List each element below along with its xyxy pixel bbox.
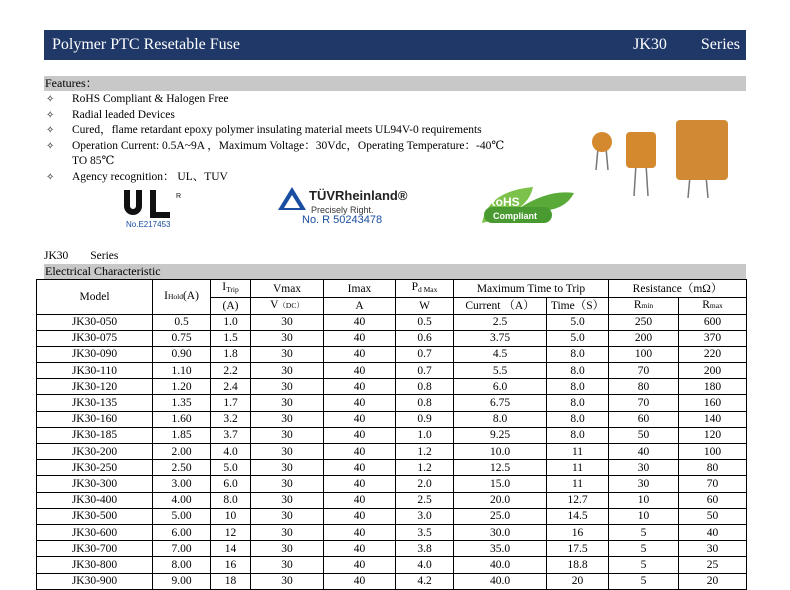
feature-item: ✧ Operation Current: 0.5A~9A ，Maximum Voltage：30Vdc，Operating Temperature：-40℃	[44, 139, 584, 155]
cell-rmax: 600	[679, 314, 747, 330]
cell-vmax: 30	[251, 314, 324, 330]
cell-vmax: 30	[251, 492, 324, 508]
cell-rmax: 160	[679, 395, 747, 411]
cell-itrip: 14	[211, 541, 251, 557]
cell-pd: 1.0	[396, 427, 454, 443]
cell-model: JK30-090	[37, 346, 153, 362]
table-row	[37, 346, 747, 362]
cell-rmin: 100	[609, 346, 679, 362]
cell-vmax: 30	[251, 330, 324, 346]
table-row	[37, 508, 747, 524]
cell-time: 20	[547, 573, 609, 589]
header-imax-unit: A	[324, 298, 396, 315]
series-word: Series	[700, 36, 740, 53]
cell-rmax: 180	[679, 379, 747, 395]
cell-vmax: 30	[251, 557, 324, 573]
cell-model: JK30-300	[37, 476, 153, 492]
cell-pd: 0.9	[396, 411, 454, 427]
rohs-word: RoHS	[487, 195, 520, 209]
cell-ihold: 0.75	[153, 330, 211, 346]
cell-pd: 2.5	[396, 492, 454, 508]
cell-rmin: 250	[609, 314, 679, 330]
cell-rmin: 10	[609, 492, 679, 508]
cell-current: 40.0	[454, 573, 547, 589]
header-vmax-unit: V（DC）	[251, 298, 324, 315]
cell-rmax: 120	[679, 427, 747, 443]
cell-time: 8.0	[547, 411, 609, 427]
cell-rmin: 70	[609, 395, 679, 411]
cell-model: JK30-050	[37, 314, 153, 330]
cell-pd: 2.0	[396, 476, 454, 492]
cell-current: 4.5	[454, 346, 547, 362]
cell-vmax: 30	[251, 411, 324, 427]
cell-rmin: 60	[609, 411, 679, 427]
cell-time: 16	[547, 524, 609, 540]
cell-rmin: 5	[609, 573, 679, 589]
cell-pd: 1.2	[396, 460, 454, 476]
cell-rmax: 370	[679, 330, 747, 346]
cell-current: 6.0	[454, 379, 547, 395]
cell-imax: 40	[324, 541, 396, 557]
cell-itrip: 3.2	[211, 411, 251, 427]
ul-logo	[118, 186, 190, 234]
cell-imax: 40	[324, 363, 396, 379]
cell-rmax: 80	[679, 460, 747, 476]
cell-rmin: 30	[609, 460, 679, 476]
header-vmax: Vmax	[251, 280, 324, 298]
cell-vmax: 30	[251, 541, 324, 557]
cell-itrip: 8.0	[211, 492, 251, 508]
cell-pd: 0.5	[396, 314, 454, 330]
cell-model: JK30-135	[37, 395, 153, 411]
cell-rmin: 70	[609, 363, 679, 379]
table-row	[37, 395, 747, 411]
ul-mark-icon	[118, 186, 190, 220]
cell-time: 8.0	[547, 363, 609, 379]
header-pd: $P_{d Max}$	[396, 280, 454, 298]
cell-imax: 40	[324, 411, 396, 427]
cell-current: 40.0	[454, 557, 547, 573]
cell-ihold: 1.60	[153, 411, 211, 427]
cell-ihold: 4.00	[153, 492, 211, 508]
cell-pd: 3.0	[396, 508, 454, 524]
cell-current: 2.5	[454, 314, 547, 330]
cell-imax: 40	[324, 314, 396, 330]
small-fuse-icon	[592, 132, 612, 170]
cell-model: JK30-400	[37, 492, 153, 508]
header-model: Model	[37, 280, 153, 315]
diamond-bullet-icon: ✧	[46, 171, 55, 183]
cell-itrip: 3.7	[211, 427, 251, 443]
cell-time: 8.0	[547, 427, 609, 443]
cell-current: 35.0	[454, 541, 547, 557]
features-list	[44, 92, 584, 186]
cell-current: 20.0	[454, 492, 547, 508]
cell-ihold: 0.5	[153, 314, 211, 330]
tuv-tagline: Precisely Right.	[311, 205, 374, 215]
table-row	[37, 444, 747, 460]
table-row	[37, 524, 747, 540]
cell-ihold: 3.00	[153, 476, 211, 492]
cell-ihold: 2.00	[153, 444, 211, 460]
cell-rmax: 20	[679, 573, 747, 589]
cell-ihold: 1.10	[153, 363, 211, 379]
tuv-triangle-icon	[277, 186, 307, 212]
table-row	[37, 476, 747, 492]
series-title	[633, 36, 740, 54]
cell-vmax: 30	[251, 573, 324, 589]
cell-rmax: 60	[679, 492, 747, 508]
cell-model: JK30-110	[37, 363, 153, 379]
cell-model: JK30-250	[37, 460, 153, 476]
table-row	[37, 427, 747, 443]
cell-vmax: 30	[251, 346, 324, 362]
cell-ihold: 8.00	[153, 557, 211, 573]
cell-current: 8.0	[454, 411, 547, 427]
cell-itrip: 16	[211, 557, 251, 573]
header-ihold: IHold(A)	[153, 280, 211, 315]
medium-fuse-icon	[626, 132, 656, 196]
cell-vmax: 30	[251, 427, 324, 443]
cell-pd: 0.7	[396, 363, 454, 379]
cell-rmin: 40	[609, 444, 679, 460]
feature-item: ✧ Agency recognition： UL、TUV	[44, 170, 584, 186]
cell-model: JK30-185	[37, 427, 153, 443]
cell-model: JK30-900	[37, 573, 153, 589]
cell-time: 14.5	[547, 508, 609, 524]
header-current: Current （A）	[454, 298, 547, 315]
table-row	[37, 460, 747, 476]
cell-itrip: 1.8	[211, 346, 251, 362]
cell-pd: 0.8	[396, 379, 454, 395]
cell-time: 11	[547, 460, 609, 476]
cell-rmax: 70	[679, 476, 747, 492]
cell-vmax: 30	[251, 379, 324, 395]
cell-itrip: 2.2	[211, 363, 251, 379]
cell-ihold: 2.50	[153, 460, 211, 476]
feature-item: ✧ Cured，flame retardant epoxy polymer insulating material meets UL94V-0 requirements	[44, 123, 584, 139]
header-time-group: Maximum Time to Trip	[454, 280, 609, 298]
table-row	[37, 541, 747, 557]
cell-itrip: 2.4	[211, 379, 251, 395]
cell-ihold: 7.00	[153, 541, 211, 557]
cell-itrip: 18	[211, 573, 251, 589]
svg-text:R: R	[176, 193, 182, 200]
diamond-bullet-icon: ✧	[46, 125, 55, 137]
cell-ihold: 9.00	[153, 573, 211, 589]
large-fuse-icon	[676, 120, 728, 198]
table-row	[37, 363, 747, 379]
cell-model: JK30-600	[37, 524, 153, 540]
cell-imax: 40	[324, 557, 396, 573]
cell-current: 10.0	[454, 444, 547, 460]
cell-imax: 40	[324, 524, 396, 540]
cell-rmax: 200	[679, 363, 747, 379]
cell-current: 9.25	[454, 427, 547, 443]
cell-current: 15.0	[454, 476, 547, 492]
cell-vmax: 30	[251, 524, 324, 540]
table-row	[37, 379, 747, 395]
diamond-bullet-icon: ✧	[46, 109, 55, 121]
cell-ihold: 6.00	[153, 524, 211, 540]
cell-vmax: 30	[251, 363, 324, 379]
cell-model: JK30-700	[37, 541, 153, 557]
series-part: JK30	[44, 250, 69, 262]
electrical-heading: Electrical Characteristic	[44, 264, 746, 279]
cell-rmax: 25	[679, 557, 747, 573]
cell-rmax: 40	[679, 524, 747, 540]
cell-rmin: 5	[609, 557, 679, 573]
cell-time: 5.0	[547, 314, 609, 330]
cell-imax: 40	[324, 573, 396, 589]
cell-time: 12.7	[547, 492, 609, 508]
cell-imax: 40	[324, 379, 396, 395]
cell-pd: 0.7	[396, 346, 454, 362]
cell-rmin: 5	[609, 524, 679, 540]
cell-itrip: 5.0	[211, 460, 251, 476]
cell-pd: 0.8	[396, 395, 454, 411]
cell-time: 11	[547, 444, 609, 460]
header-time: Time（S）	[547, 298, 609, 315]
feature-item-continuation: TO 85℃	[72, 155, 115, 168]
cell-time: 5.0	[547, 330, 609, 346]
cell-rmin: 200	[609, 330, 679, 346]
cell-ihold: 1.85	[153, 427, 211, 443]
cell-vmax: 30	[251, 395, 324, 411]
cell-model: JK30-160	[37, 411, 153, 427]
cell-imax: 40	[324, 395, 396, 411]
cell-pd: 1.2	[396, 444, 454, 460]
cell-itrip: 6.0	[211, 476, 251, 492]
cell-rmax: 140	[679, 411, 747, 427]
table-row	[37, 314, 747, 330]
cell-current: 6.75	[454, 395, 547, 411]
cell-pd: 4.2	[396, 573, 454, 589]
cell-current: 25.0	[454, 508, 547, 524]
cell-current: 3.75	[454, 330, 547, 346]
tuv-logo	[275, 186, 425, 228]
header-rmin: Rmin	[609, 298, 679, 315]
cell-imax: 40	[324, 444, 396, 460]
cell-time: 8.0	[547, 379, 609, 395]
cell-rmin: 80	[609, 379, 679, 395]
table-row	[37, 411, 747, 427]
cell-itrip: 1.5	[211, 330, 251, 346]
cell-time: 8.0	[547, 395, 609, 411]
part-number: JK30	[633, 36, 667, 53]
cell-itrip: 12	[211, 524, 251, 540]
cell-model: JK30-500	[37, 508, 153, 524]
tuv-number: No. R 50243478	[302, 214, 383, 226]
tuv-brand: TÜVRheinland®	[309, 188, 408, 203]
rohs-logo	[478, 183, 578, 228]
cell-itrip: 4.0	[211, 444, 251, 460]
cell-imax: 40	[324, 460, 396, 476]
cell-ihold: 1.20	[153, 379, 211, 395]
table-row	[37, 557, 747, 573]
series-label	[44, 250, 118, 262]
cell-rmin: 5	[609, 541, 679, 557]
cell-pd: 3.8	[396, 541, 454, 557]
electrical-table	[36, 279, 747, 590]
page-title: Polymer PTC Resetable Fuse	[52, 36, 240, 53]
cell-model: JK30-800	[37, 557, 153, 573]
cell-time: 11	[547, 476, 609, 492]
cell-ihold: 0.90	[153, 346, 211, 362]
title-banner	[44, 30, 746, 60]
cell-pd: 4.0	[396, 557, 454, 573]
series-word: Series	[90, 250, 119, 262]
features-heading: Features：	[44, 76, 746, 91]
cell-rmax: 50	[679, 508, 747, 524]
table-row	[37, 330, 747, 346]
cell-itrip: 10	[211, 508, 251, 524]
cell-time: 17.5	[547, 541, 609, 557]
cell-model: JK30-120	[37, 379, 153, 395]
cell-rmin: 50	[609, 427, 679, 443]
cell-time: 8.0	[547, 346, 609, 362]
feature-item: ✧ Radial leaded Devices	[44, 108, 584, 124]
cell-vmax: 30	[251, 460, 324, 476]
rohs-compliant: Compliant	[493, 211, 537, 221]
cell-current: 5.5	[454, 363, 547, 379]
cell-pd: 3.5	[396, 524, 454, 540]
cell-vmax: 30	[251, 508, 324, 524]
cell-current: 30.0	[454, 524, 547, 540]
cell-rmin: 30	[609, 476, 679, 492]
cell-vmax: 30	[251, 444, 324, 460]
table-row	[37, 573, 747, 589]
cell-rmax: 100	[679, 444, 747, 460]
cell-time: 18.8	[547, 557, 609, 573]
cell-model: JK30-200	[37, 444, 153, 460]
cell-imax: 40	[324, 492, 396, 508]
cell-rmin: 10	[609, 508, 679, 524]
feature-item: ✧ RoHS Compliant & Halogen Free	[44, 92, 584, 108]
cell-itrip: 1.0	[211, 314, 251, 330]
cell-imax: 40	[324, 476, 396, 492]
cell-current: 12.5	[454, 460, 547, 476]
header-pd-unit: W	[396, 298, 454, 315]
ul-number: No.E217453	[126, 220, 171, 229]
cell-vmax: 30	[251, 476, 324, 492]
cell-imax: 40	[324, 346, 396, 362]
cell-ihold: 1.35	[153, 395, 211, 411]
diamond-bullet-icon: ✧	[46, 140, 55, 152]
cell-ihold: 5.00	[153, 508, 211, 524]
cell-imax: 40	[324, 508, 396, 524]
cell-imax: 40	[324, 427, 396, 443]
table-row	[37, 492, 747, 508]
cell-itrip: 1.7	[211, 395, 251, 411]
cell-imax: 40	[324, 330, 396, 346]
header-rmax: Rmax	[679, 298, 747, 315]
header-resistance-group: Resistance（mΩ）	[609, 280, 747, 298]
cell-model: JK30-075	[37, 330, 153, 346]
diamond-bullet-icon: ✧	[46, 94, 55, 105]
fuse-product-image	[590, 118, 740, 198]
header-imax: Imax	[324, 280, 396, 298]
cell-pd: 0.6	[396, 330, 454, 346]
header-itrip: $I_{Trip}$	[211, 280, 251, 298]
cell-rmax: 220	[679, 346, 747, 362]
cell-rmax: 30	[679, 541, 747, 557]
header-itrip-unit: (A)	[211, 298, 251, 315]
